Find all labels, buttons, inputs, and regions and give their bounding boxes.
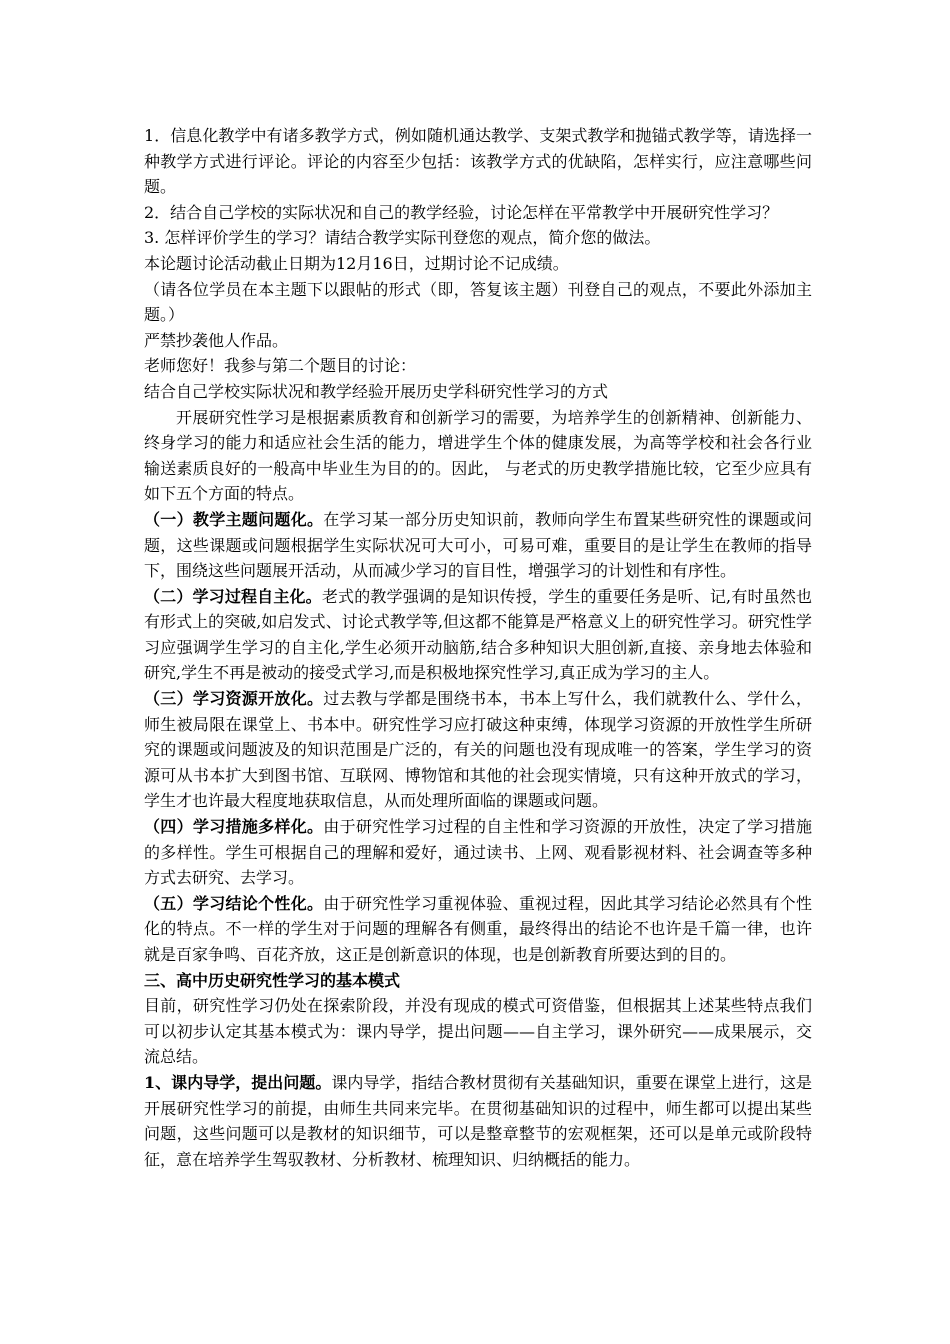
feature-body-4: 由于研究性学习过程的自主性和学习资源的开放性，决定了学习措施的多样性。学生可根据自己的理解和爱好，通过读书、上网、观看影视材料、社会调查等多种方式去研究、去学习。 (144, 817, 812, 888)
feature-heading-3: （三）学习资源开放化。 (144, 689, 324, 709)
feature-paragraph-5 (144, 891, 812, 968)
feature-heading-1: （一）教学主题问题化。 (144, 509, 324, 529)
plagiarism-notice: 严禁抄袭他人作品。 (144, 330, 289, 350)
feature-heading-4: （四）学习措施多样化。 (144, 817, 324, 837)
document-page (144, 123, 812, 1172)
deadline-notice: 本论题讨论活动截止日期为12月16日，过期讨论不记成绩。 (144, 253, 569, 273)
step-1-heading: 1、课内导学，提出问题。 (144, 1072, 332, 1092)
feature-body-3: 过去教与学都是围绕书本，书本上写什么，我们就教什么、学什么，师生被局限在课堂上、书本中。研究性学习应打破这种束缚，体现学习资源的开放性学生所研究的课题或问题波及的知识范围是广泛的，有关的问题也没有现成唯一的答案，学生学习的资源可从书本扩大到图书馆、互联网、博物馆和其他的社会现实情境，只有这种开放式的学习，学生才也许最大程度地获取信息，从而处理所面临的课题或问题。 (144, 689, 812, 811)
feature-heading-2: （二）学习过程自主化。 (144, 586, 322, 606)
section-3-intro: 目前，研究性学习仍处在探索阶段，并没有现成的模式可资借鉴，但根据其上述某些特点我们可以初步认定其基本模式为：课内导学，提出问题——自主学习，课外研究——成果展示，交流总结。 (144, 996, 812, 1067)
feature-paragraph-3 (144, 686, 812, 814)
step-1-body: 课内导学，指结合教材贯彻有关基础知识，重要在课堂上进行，这是开展研究性学习的前提，由师生共同来完毕。在贯彻基础知识的过程中，师生都可以提出某些问题，这些问题可以是教材的知识细节，可以是整章整节的宏观框架，还可以是单元或阶段特征，意在培养学生驾驭教材、分析教材、梳理知识、归纳概括的能力。 (144, 1072, 812, 1169)
feature-body-2: 老式的教学强调的是知识传授，学生的重要任务是听、记,有时虽然也有形式上的突破,如启发式、讨论式教学等,但这都不能算是严格意义上的研究性学习。研究性学习应强调学生学习的自主化,学生必须开动脑筋,结合多种知识大胆创新,直接、亲身地去体验和研究,学生不再是被动的接受式学习,而是积极地探究性学习,真正成为学习的主人。 (144, 586, 812, 683)
feature-paragraph-1 (144, 507, 812, 584)
feature-paragraph-2 (144, 584, 812, 686)
section-3-heading: 三、高中历史研究性学习的基本模式 (144, 970, 401, 990)
feature-paragraph-4 (144, 814, 812, 891)
reply-instruction: （请各位学员在本主题下以跟帖的形式（即，答复该主题）刊登自己的观点，不要此外添加主题。） (144, 279, 812, 325)
intro-paragraph: 开展研究性学习是根据素质教育和创新学习的需要，为培养学生的创新精神、创新能力、终身学习的能力和适应社会生活的能力，增进学生个体的健康发展，为高等学校和社会各行业输送素质良好的一般高中毕业生为目的的。因此， 与老式的历史教学措施比较，它至少应具有如下五个方面的特点。 (144, 407, 812, 504)
feature-body-1: 在学习某一部分历史知识前，教师向学生布置某些研究性的课题或问题，这些课题或问题根据学生实际状况可大可小，可易可难，重要目的是让学生在教师的指导下，围绕这些问题展开活动，从而减少学习的盲目性，增强学习的计划性和有序性。 (144, 509, 812, 581)
question-1: 1．信息化教学中有诸多教学方式，例如随机通达教学、支架式教学和抛锚式教学等，请选择一种教学方式进行评论。评论的内容至少包括：该教学方式的优缺陷，怎样实行，应注意哪些问题。 (144, 126, 812, 197)
feature-heading-5: （五）学习结论个性化。 (144, 893, 324, 913)
feature-body-5: 由于研究性学习重视体验、重视过程，因此其学习结论必然具有个性化的特点。不一样的学生对于问题的理解各有侧重，最终得出的结论不也许是千篇一律，也许就是百家争鸣、百花齐放，这正是创新意识的体现，也是创新教育所要达到的目的。 (144, 893, 812, 964)
step-1-paragraph (144, 1070, 812, 1172)
question-2: 2．结合自己学校的实际状况和自己的教学经验，讨论怎样在平常教学中开展研究性学习？ (144, 202, 779, 222)
essay-title: 结合自己学校实际状况和教学经验开展历史学科研究性学习的方式 (144, 381, 609, 401)
greeting: 老师您好！我参与第二个题目的讨论： (144, 356, 417, 376)
question-3: 3. 怎样评价学生的学习？请结合教学实际刊登您的观点，简介您的做法。 (144, 228, 661, 248)
